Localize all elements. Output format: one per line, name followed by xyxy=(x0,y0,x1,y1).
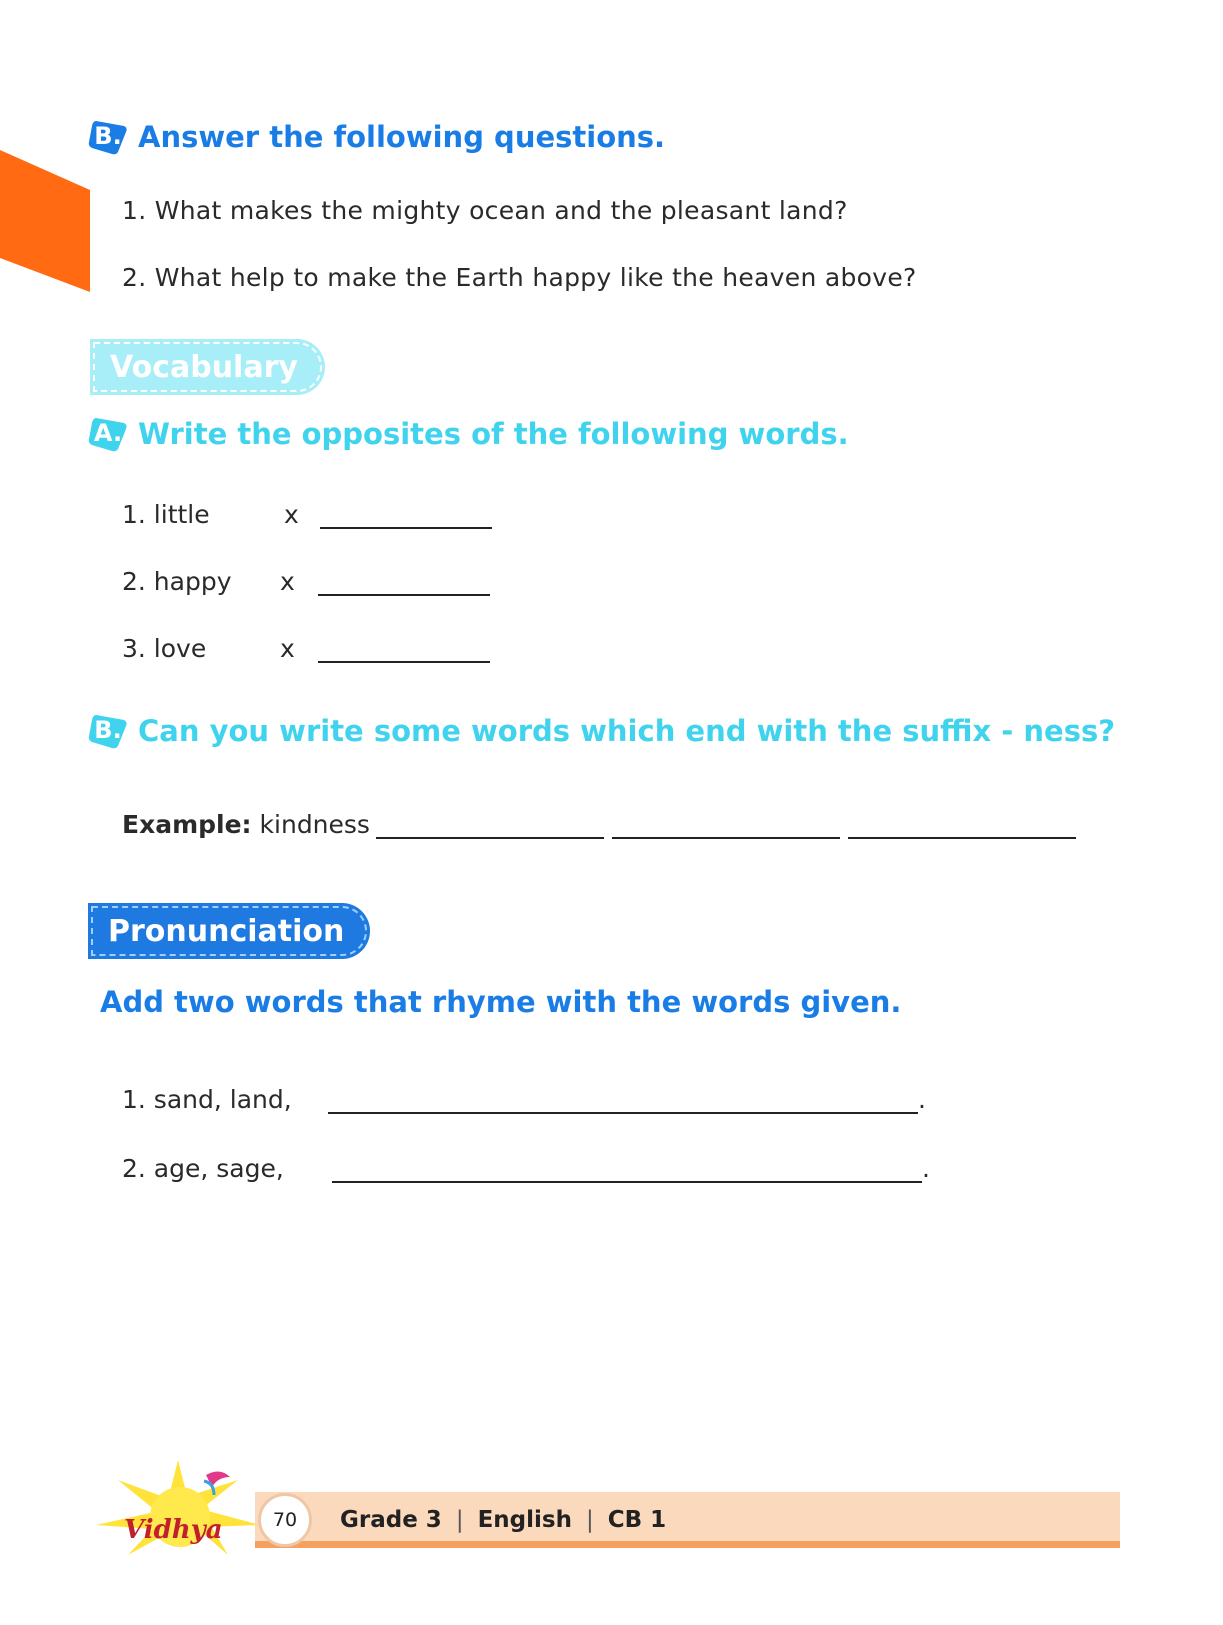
section-b-heading xyxy=(88,118,665,156)
rhyme-end: . xyxy=(922,1154,930,1183)
question-1: 1. What makes the mighty ocean and the pleasant land? xyxy=(122,196,848,225)
side-tab-decoration xyxy=(0,150,90,292)
answer-blank[interactable] xyxy=(848,813,1076,839)
answer-blank[interactable] xyxy=(318,637,490,663)
letter-badge-icon xyxy=(88,415,128,453)
letter-badge-icon xyxy=(88,118,128,156)
vocab-a-letter: A. xyxy=(93,419,123,447)
footer-separator: | xyxy=(455,1507,464,1533)
rhyme-end: . xyxy=(918,1085,926,1114)
answer-blank[interactable] xyxy=(320,503,492,529)
opposite-item-2 xyxy=(122,567,490,596)
opposite-word: 1. little xyxy=(122,500,210,529)
rhyme-words: 2. age, sage, xyxy=(122,1154,284,1183)
answer-blank[interactable] xyxy=(332,1157,922,1183)
answer-blank[interactable] xyxy=(612,813,840,839)
opposite-item-3 xyxy=(122,634,490,663)
footer-separator: | xyxy=(585,1507,594,1533)
vocab-b-title: Can you write some words which end with the suffix - ness? xyxy=(138,714,1116,748)
example-label: Example: xyxy=(122,810,252,839)
opposite-sign: x xyxy=(280,634,295,663)
answer-blank[interactable] xyxy=(328,1088,918,1114)
vocabulary-label: Vocabulary xyxy=(90,339,325,395)
rhyme-item-2 xyxy=(122,1154,930,1183)
vocab-b-letter: B. xyxy=(94,716,122,744)
page-number: 70 xyxy=(258,1493,312,1547)
logo-text: Vidhya xyxy=(124,1515,223,1545)
vocab-a-heading xyxy=(88,415,849,453)
answer-blank[interactable] xyxy=(318,570,490,596)
pronunciation-instruction: Add two words that rhyme with the words given. xyxy=(100,985,902,1019)
opposite-word: 3. love xyxy=(122,634,207,663)
answer-blank[interactable] xyxy=(376,813,604,839)
rhyme-item-1 xyxy=(122,1085,926,1114)
vocab-a-title: Write the opposites of the following words. xyxy=(138,417,849,451)
opposite-word: 2. happy xyxy=(122,567,232,596)
letter-badge-icon xyxy=(88,712,128,750)
opposite-sign: x xyxy=(284,500,299,529)
footer-info xyxy=(340,1492,666,1548)
opposite-item-1 xyxy=(122,500,492,529)
section-b-letter: B. xyxy=(94,122,122,150)
footer-book: CB 1 xyxy=(607,1507,667,1533)
question-2: 2. What help to make the Earth happy like the heaven above? xyxy=(122,263,917,292)
rhyme-words: 1. sand, land, xyxy=(122,1085,292,1114)
footer-grade: Grade 3 xyxy=(340,1507,442,1533)
footer-subject: English xyxy=(477,1507,572,1533)
vidhya-logo xyxy=(88,1455,268,1565)
section-b-title: Answer the following questions. xyxy=(138,120,666,154)
suffix-example-row xyxy=(122,810,1076,839)
pronunciation-label: Pronunciation xyxy=(88,903,370,959)
opposite-sign: x xyxy=(280,567,295,596)
example-word: kindness xyxy=(259,810,370,839)
vocab-b-heading xyxy=(88,712,1115,750)
